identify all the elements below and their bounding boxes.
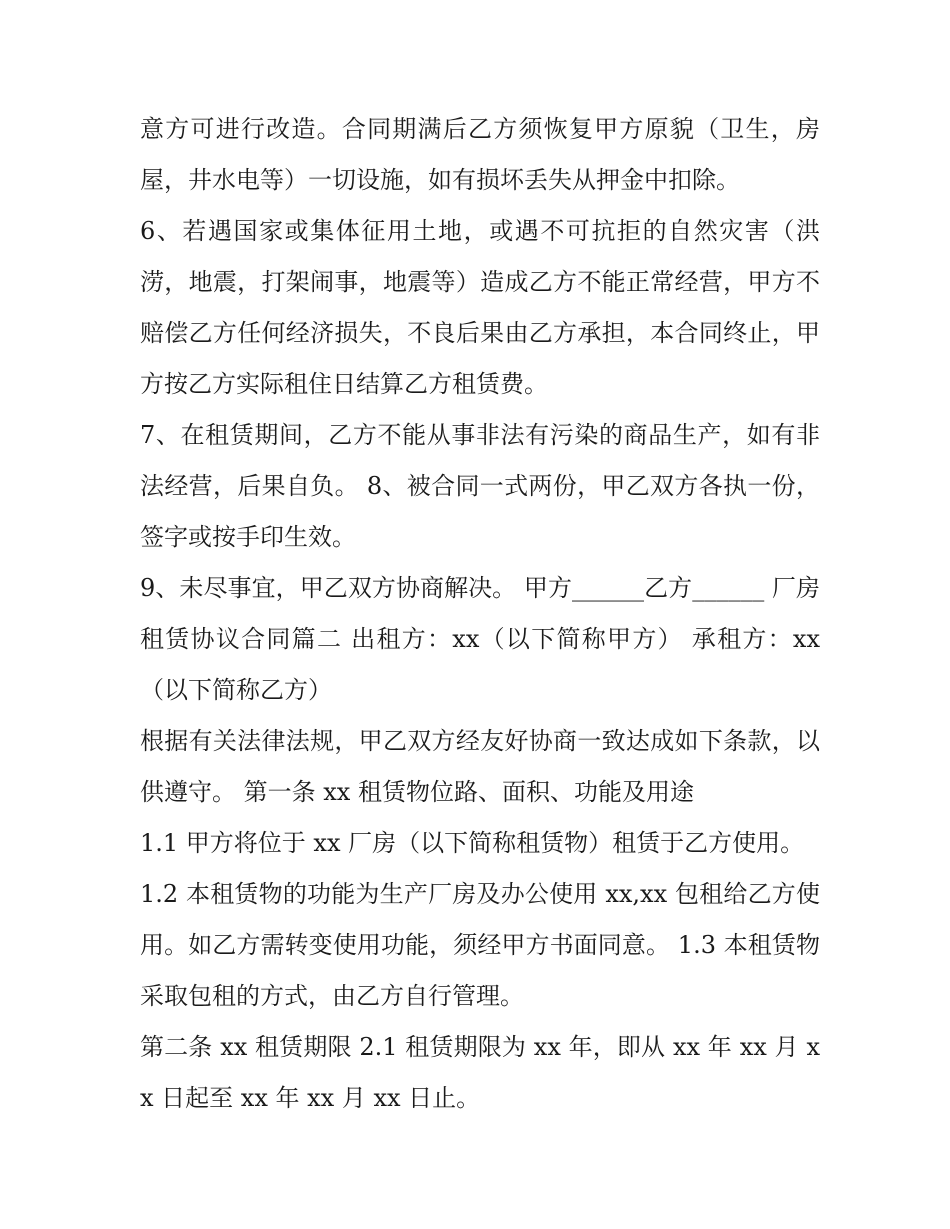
paragraph-clause-6: 6、若遇国家或集体征用土地，或遇不可抗拒的自然灾害（洪涝，地震，打架闹事，地震等）造成乙方不能正常经营，甲方不赔偿乙方任何经济损失，不良后果由乙方承担，本合同终止，甲方按乙方实际租住日结算乙方租赁费。	[140, 217, 820, 398]
paragraph-clause-9-contract-2: 9、未尽事宜，甲乙双方协商解决。 甲方______乙方______ 厂房租赁协议合同篇二 出租方：xx（以下简称甲方） 承租方：xx（以下简称乙方）	[140, 574, 820, 704]
paragraph-clause-7-8: 7、在租赁期间，乙方不能从事非法有污染的商品生产，如有非法经营，后果自负。 8、被合同一式两份，甲乙双方各执一份，签字或按手印生效。	[140, 421, 820, 551]
document-body	[140, 104, 820, 1124]
paragraph-restoration-clause: 意方可进行改造。合同期满后乙方须恢复甲方原貌（卫生，房屋，井水电等）一切设施，如有损坏丢失从押金中扣除。	[140, 115, 820, 194]
paragraph-article-1-2-1-3: 1.2 本租赁物的功能为生产厂房及办公使用 xx,xx 包租给乙方使用。如乙方需转变使用功能，须经甲方书面同意。 1.3 本租赁物采取包租的方式，由乙方自行管理。	[140, 880, 820, 1010]
paragraph-article-1-1: 1.1 甲方将位于 xx 厂房（以下简称租赁物）租赁于乙方使用。	[140, 829, 805, 857]
paragraph-preamble-article-1: 根据有关法律法规，甲乙双方经友好协商一致达成如下条款，以供遵守。 第一条 xx 租赁物位路、面积、功能及用途	[140, 727, 820, 806]
paragraph-article-2: 第二条 xx 租赁期限 2.1 租赁期限为 xx 年，即从 xx 年 xx 月 xx 日起至 xx 年 xx 月 xx 日止。	[140, 1033, 820, 1112]
